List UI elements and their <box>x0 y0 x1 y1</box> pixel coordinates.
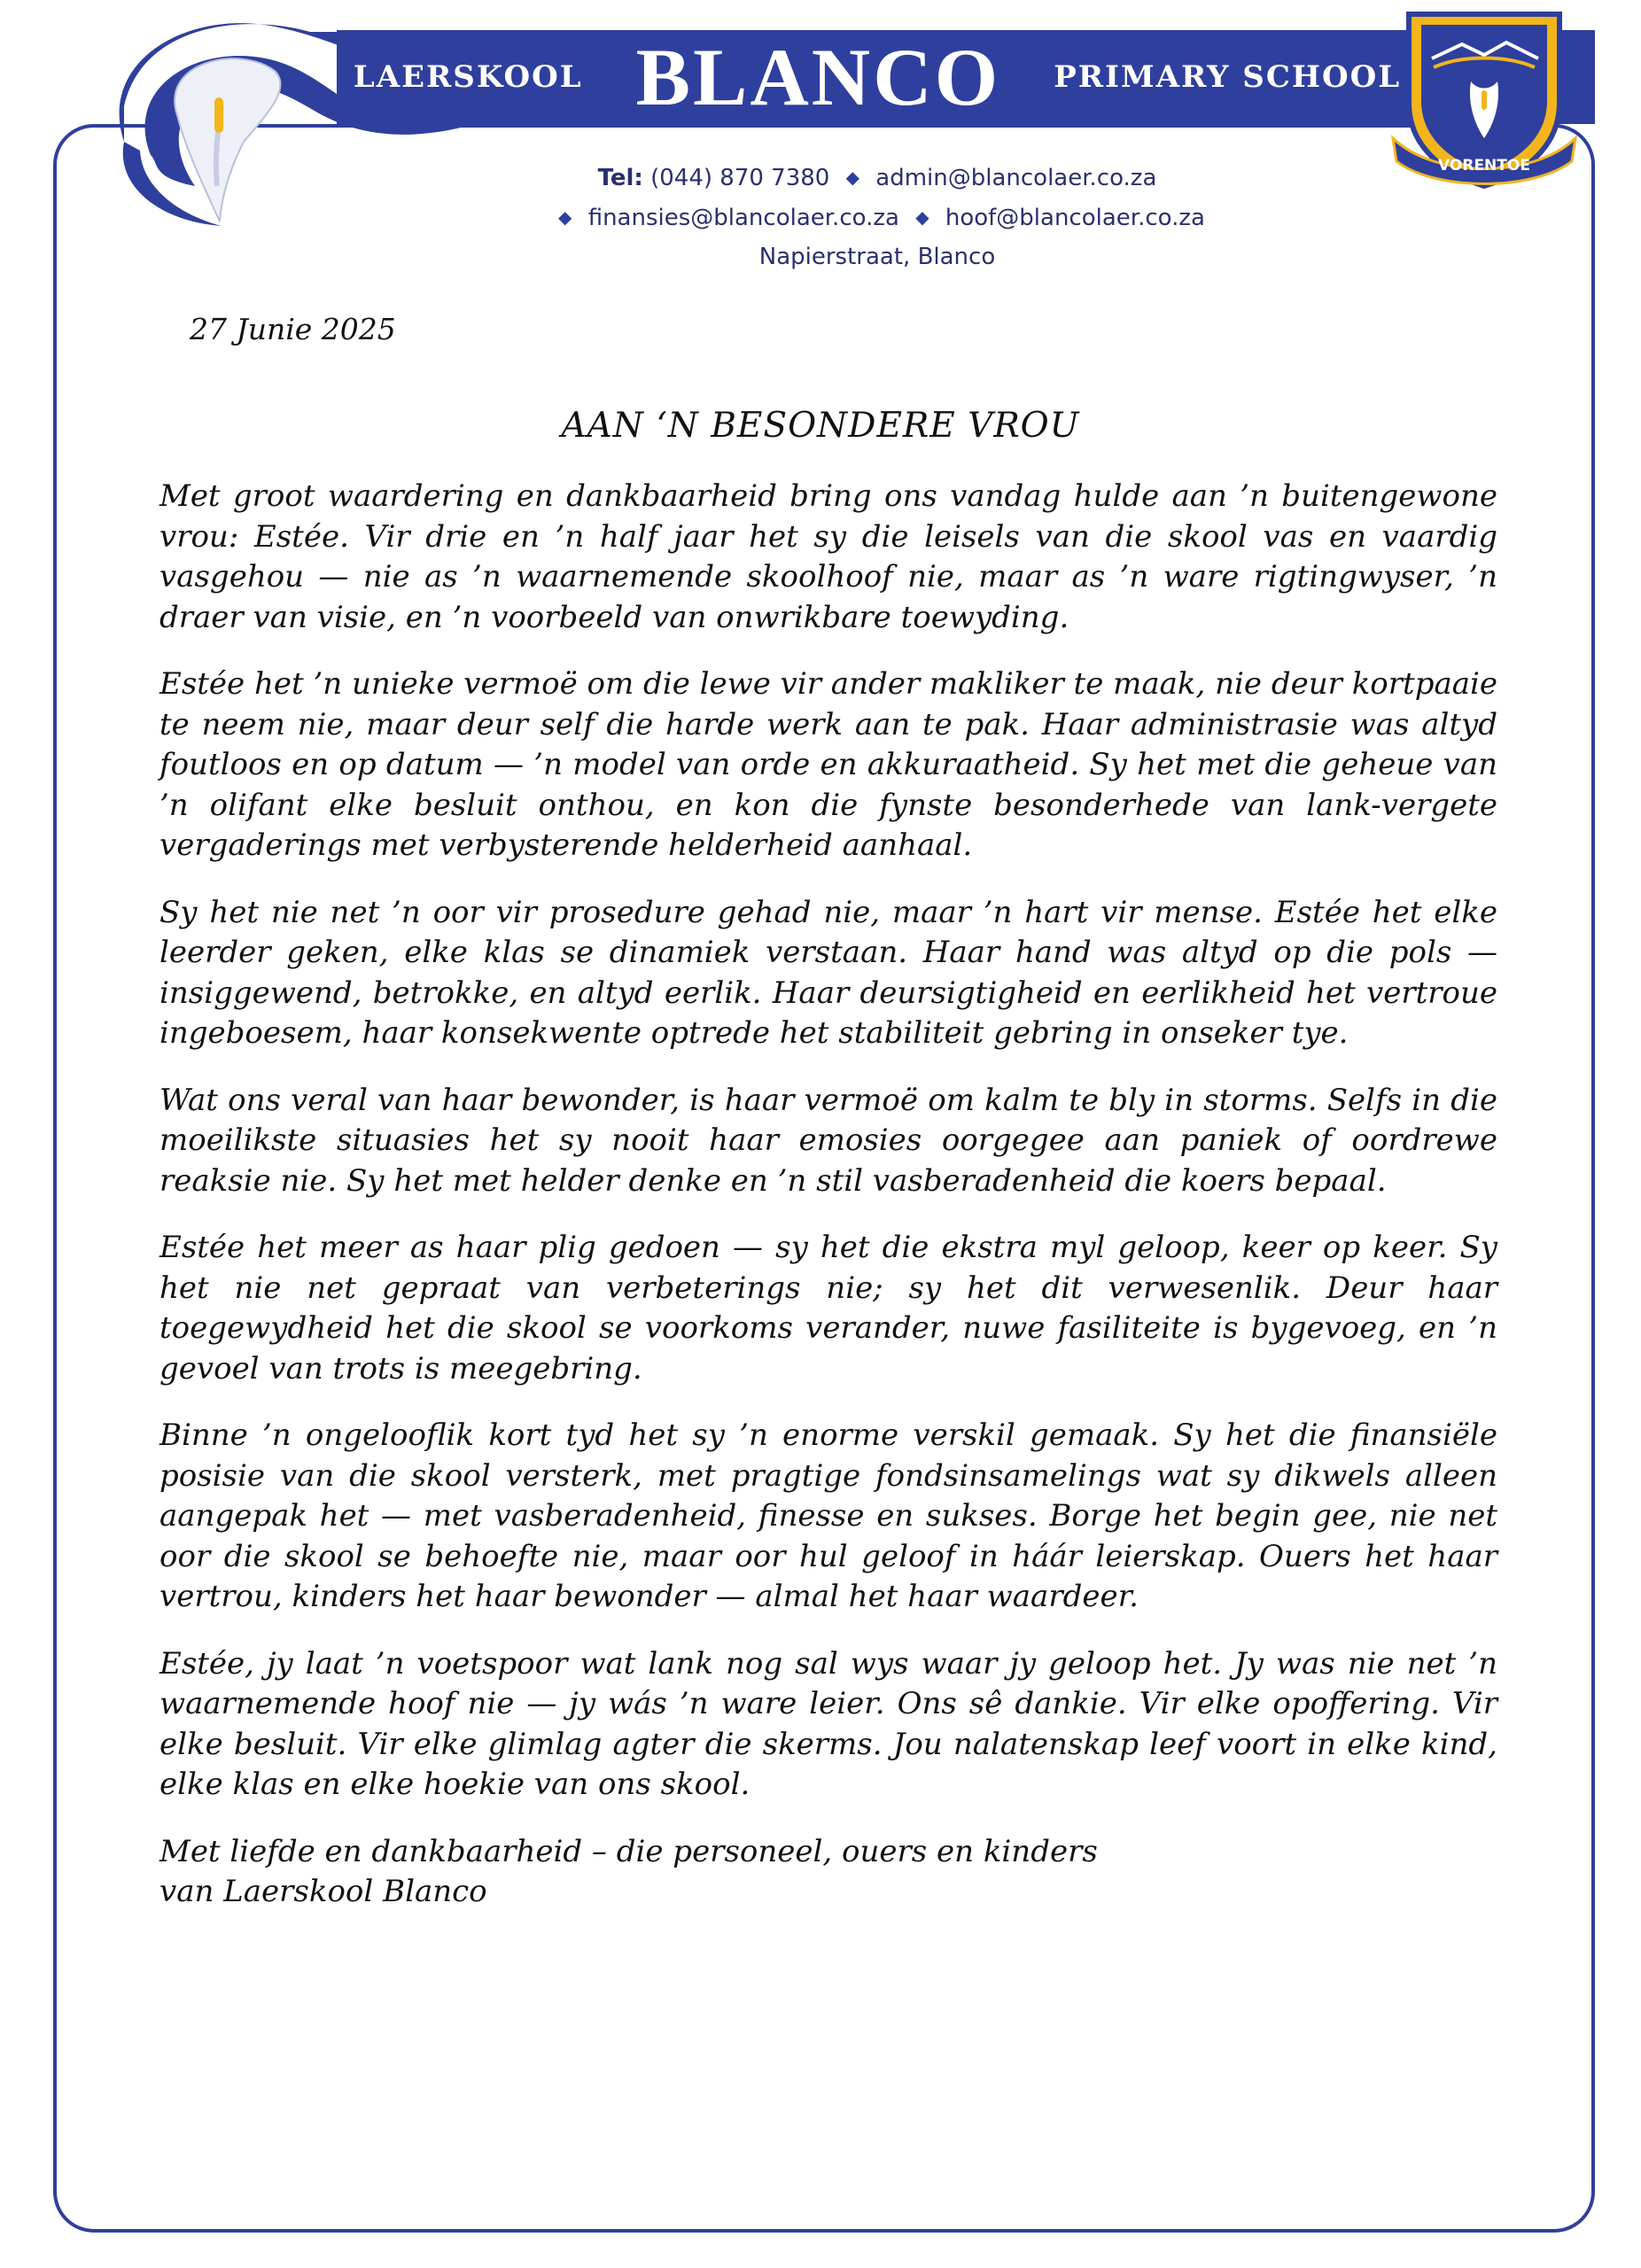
principal-email-link[interactable]: hoof@blancolaer.co.za <box>945 205 1205 231</box>
diamond-bullet-icon: ◆ <box>915 206 929 228</box>
school-crest-icon <box>1382 5 1586 195</box>
letter-paragraph: Estée, jy laat ’n voetspoor wat lank nog sal wys waar jy geloop het. Jy was nie net ’n waarnemende hoof nie — jy wás ’n ware leier. Ons sê dankie. Vir elke opoffering. Vir elke besluit. Vir elke glimlag agter die skerms. Jou nalatenskap leef voort in elke kind, elke klas en elke hoekie van ons skool. <box>159 1645 1497 1802</box>
diamond-bullet-icon: ◆ <box>558 206 572 228</box>
letter-paragraph: Wat ons veral van haar bewonder, is haar vermoë om kalm te bly in storms. Selfs in die moeilikste situasies het sy nooit haar emosies oorgegee aan paniek of oordrewe reaksie nie. Sy het met helder denke en ’n stil vasberadenheid die koers bepaal. <box>159 1082 1497 1199</box>
letter-title: AAN ‘N BESONDERE VROU <box>561 406 1080 446</box>
letter-paragraph: Estée het meer as haar plig gedoen — sy het die ekstra myl geloop, keer op keer. Sy het nie net gepraat van verbeterings nie; sy het dit verwesenlik. Deur haar toegewydheid het die skool se voorkoms verander, nuwe fasiliteite is bygevoeg, en ’n gevoel van trots is meegebring. <box>159 1230 1497 1386</box>
diamond-bullet-icon: ◆ <box>845 167 859 188</box>
closing-line: Met liefde en dankbaarheid – die personeel, ouers en kinders <box>159 1833 1098 1869</box>
contact-line-address <box>443 237 1311 276</box>
letter-date: 27 Junie 2025 <box>190 312 396 346</box>
tel-label: Tel: <box>597 165 643 191</box>
letter-paragraph: Binne ’n ongelooflik kort tyd het sy ’n enorme verskil gemaak. Sy het die finansiële posisie van die skool versterk, met pragtige fondsinsamelings wat sy dikwels alleen aangepak het — met vasberadenheid, finesse en sukses. Borge het begin gee, nie net oor die skool se behoefte nie, maar oor hul geloof in háár leierskap. Ouers het haar vertrou, kinders het haar bewonder — almal het haar waardeer. <box>159 1418 1497 1614</box>
contact-line-phone <box>443 158 1311 198</box>
finance-email-link[interactable]: finansies@blancolaer.co.za <box>587 205 899 231</box>
letter-paragraph: Sy het nie net ’n oor vir prosedure gehad nie, maar ’n hart vir mense. Estée het elke leerder geken, elke klas se dinamiek verstaan. Haar hand was altyd op die pols — insiggewend, betrokke, en altyd eerlik. Haar deursigtigheid en eerlikheid het vertroue ingeboesem, haar konsekwente optrede het stabiliteit gebring in onseker tye. <box>159 894 1497 1051</box>
letter-paragraph: Met groot waardering en dankbaarheid bring ons vandag hulde aan ’n buitengewone vrou: Estée. Vir drie en ’n half jaar het sy die leisels van die skool vas en vaardig vasgehou — nie as ’n waarnemende skoolhoof nie, maar as ’n ware rigtingwyser, ’n draer van visie, en ’n voorbeeld van onwrikbare toewyding. <box>159 478 1497 635</box>
laerskool-label: LAERSKOOL <box>353 59 583 95</box>
contact-block <box>443 158 1311 276</box>
school-address: Napierstraat, Blanco <box>758 244 996 270</box>
admin-email-link[interactable]: admin@blancolaer.co.za <box>875 165 1157 191</box>
school-name-banner <box>337 30 1418 124</box>
tel-number: (044) 870 7380 <box>650 165 830 191</box>
letter-paragraph: Estée het ’n unieke vermoë om die lewe vir ander makliker te maak, nie deur kortpaaie te neem nie, maar deur self die harde werk aan te pak. Haar administrasie was altyd foutloos en op datum — ’n model van orde en akkuraatheid. Sy het met die geheue van ’n olifant elke besluit onthou, en kon die fynste besonderhede van lank-vergete vergaderings met verbysterende helderheid aanhaal. <box>159 666 1497 863</box>
school-name: BLANCO <box>635 32 1001 122</box>
contact-line-emails <box>443 198 1311 237</box>
letter-body <box>159 477 1497 1912</box>
closing-signature: van Laerskool Blanco <box>159 1873 487 1909</box>
letter-closing <box>159 1832 1497 1912</box>
crest-motto: VORENTOE <box>1438 157 1530 175</box>
primary-school-label: PRIMARY SCHOOL <box>1054 59 1402 95</box>
